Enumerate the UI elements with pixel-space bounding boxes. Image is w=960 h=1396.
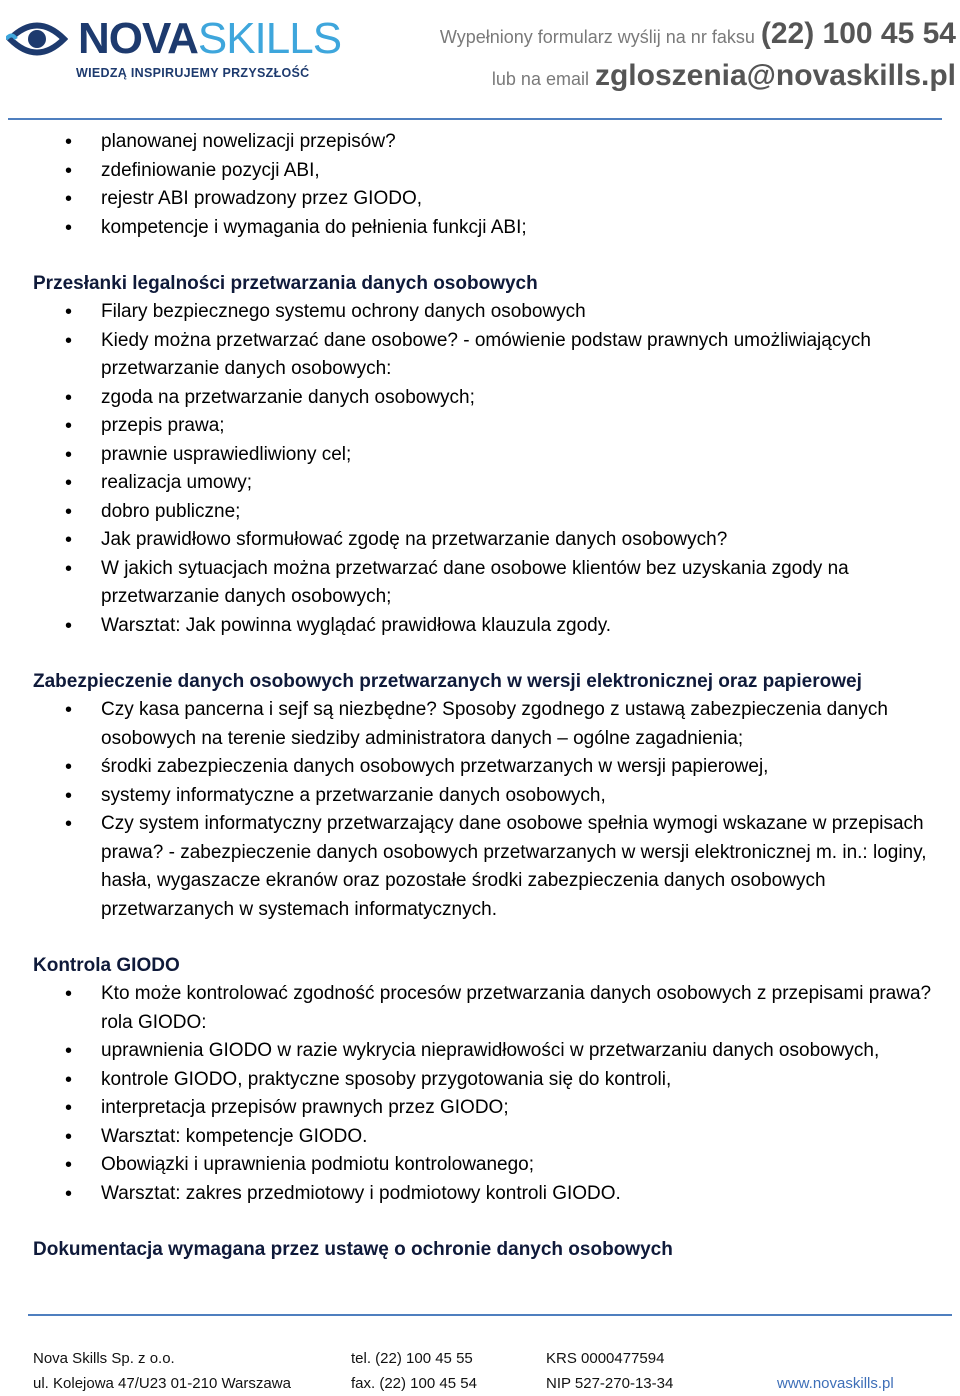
section-zabezpieczenie	[0, 667, 960, 924]
list-item: • Jak prawidłowo sformułować zgodę na przetwarzanie danych osobowych?	[0, 526, 960, 555]
fax-label: Wypełniony formularz wyślij na nr faksu	[439, 27, 755, 47]
list-item: • W jakich sytuacjach można przetwarzać dane osobowe klientów bez uzyskania zgody na przetwarzanie danych osobowych;	[0, 555, 960, 612]
document-body	[0, 128, 960, 1264]
list-item: • Filary bezpiecznego systemu ochrony danych osobowych	[0, 298, 960, 327]
list-item: • systemy informatyczne a przetwarzanie danych osobowych,	[0, 782, 960, 811]
page-header	[0, 0, 960, 120]
section-legalnosc	[0, 269, 960, 640]
fax-number: (22) 100 45 54	[760, 17, 956, 50]
list-item: • Kiedy można przetwarzać dane osobowe? - omówienie podstaw prawnych umożliwiających przetwarzanie danych osobowych:	[0, 327, 960, 384]
list-item: • planowanej nowelizacji przepisów?	[0, 128, 960, 157]
footer-krs: KRS 0000477594	[546, 1350, 665, 1367]
footer-fax: fax. (22) 100 45 54	[351, 1375, 477, 1392]
footer-nip: NIP 527-270-13-34	[546, 1375, 674, 1392]
logo-wordmark: NOVASKILLS	[78, 14, 342, 63]
footer-divider	[28, 1314, 952, 1316]
list-item: • Czy kasa pancerna i sejf są niezbędne? Sposoby zgodnego z ustawą zabezpieczenia danych osobowych na terenie siedziby administratora danych – ogólne zagadnienia;	[0, 696, 960, 753]
list-item: • Warsztat: Jak powinna wyglądać prawidłowa klauzula zgody.	[0, 612, 960, 641]
eye-logo-icon	[6, 14, 68, 64]
list-item: • Warsztat: kompetencje GIODO.	[0, 1123, 960, 1152]
email-label: lub na email	[491, 69, 589, 89]
novaskills-logo	[6, 10, 356, 90]
list-item: • środki zabezpieczenia danych osobowych przetwarzanych w wersji papierowej,	[0, 753, 960, 782]
list-item: • Warsztat: zakres przedmiotowy i podmiotowy kontroli GIODO.	[0, 1180, 960, 1209]
list-item: • przepis prawa;	[0, 412, 960, 441]
section-dokumentacja	[0, 1235, 960, 1264]
section-heading: Kontrola GIODO	[33, 955, 180, 976]
list-item: • kompetencje i wymagania do pełnienia funkcji ABI;	[0, 214, 960, 243]
section-heading: Przesłanki legalności przetwarzania danych osobowych	[33, 273, 538, 294]
section-kontrola-giodo	[0, 951, 960, 1208]
list-item: • zgoda na przetwarzanie danych osobowych;	[0, 384, 960, 413]
footer-company: Nova Skills Sp. z o.o.	[33, 1350, 175, 1367]
list-item: • Czy system informatyczny przetwarzający dane osobowe spełnia wymogi wskazane w przepisach prawa? - zabezpieczenie danych osobowych przetwarzanych w wersji elektronicznej m. in.: loginy, hasła, wygaszacze ekranów oraz pozostałe środki zabezpieczenia danych osobowych przetwarzanych w systemach informatycznych.	[0, 810, 960, 924]
list-item: • kontrole GIODO, praktyczne sposoby przygotowania się do kontroli,	[0, 1066, 960, 1095]
section-heading: Zabezpieczenie danych osobowych przetwarzanych w wersji elektronicznej oraz papierowej	[33, 671, 862, 692]
top-bullet-list	[0, 128, 960, 242]
bullet-list	[0, 696, 960, 924]
email-address[interactable]: zgloszenia@novaskills.pl	[594, 59, 956, 92]
footer-tel: tel. (22) 100 45 55	[351, 1350, 473, 1367]
list-item: • Obowiązki i uprawnienia podmiotu kontrolowanego;	[0, 1151, 960, 1180]
list-item: • rejestr ABI prowadzony przez GIODO,	[0, 185, 960, 214]
footer-address: ul. Kolejowa 47/U23 01-210 Warszawa	[33, 1375, 291, 1392]
bullet-list	[0, 298, 960, 640]
list-item: • prawnie usprawiedliwiony cel;	[0, 441, 960, 470]
bullet-list	[0, 980, 960, 1208]
header-divider	[8, 118, 942, 120]
logo-tagline: WIEDZĄ INSPIRUJEMY PRZYSZŁOŚĆ	[76, 66, 310, 80]
list-item: • interpretacja przepisów prawnych przez GIODO;	[0, 1094, 960, 1123]
section-heading: Dokumentacja wymagana przez ustawę o ochronie danych osobowych	[33, 1239, 673, 1260]
list-item: • realizacja umowy;	[0, 469, 960, 498]
list-item: • zdefiniowanie pozycji ABI,	[0, 157, 960, 186]
list-item: • Kto może kontrolować zgodność procesów przetwarzania danych osobowych z przepisami prawa? rola GIODO:	[0, 980, 960, 1037]
list-item: • uprawnienia GIODO w razie wykrycia nieprawidłowości w przetwarzaniu danych osobowych,	[0, 1037, 960, 1066]
header-contact	[440, 14, 956, 98]
list-item: • dobro publiczne;	[0, 498, 960, 527]
footer-website-link[interactable]: www.novaskills.pl	[777, 1375, 894, 1392]
